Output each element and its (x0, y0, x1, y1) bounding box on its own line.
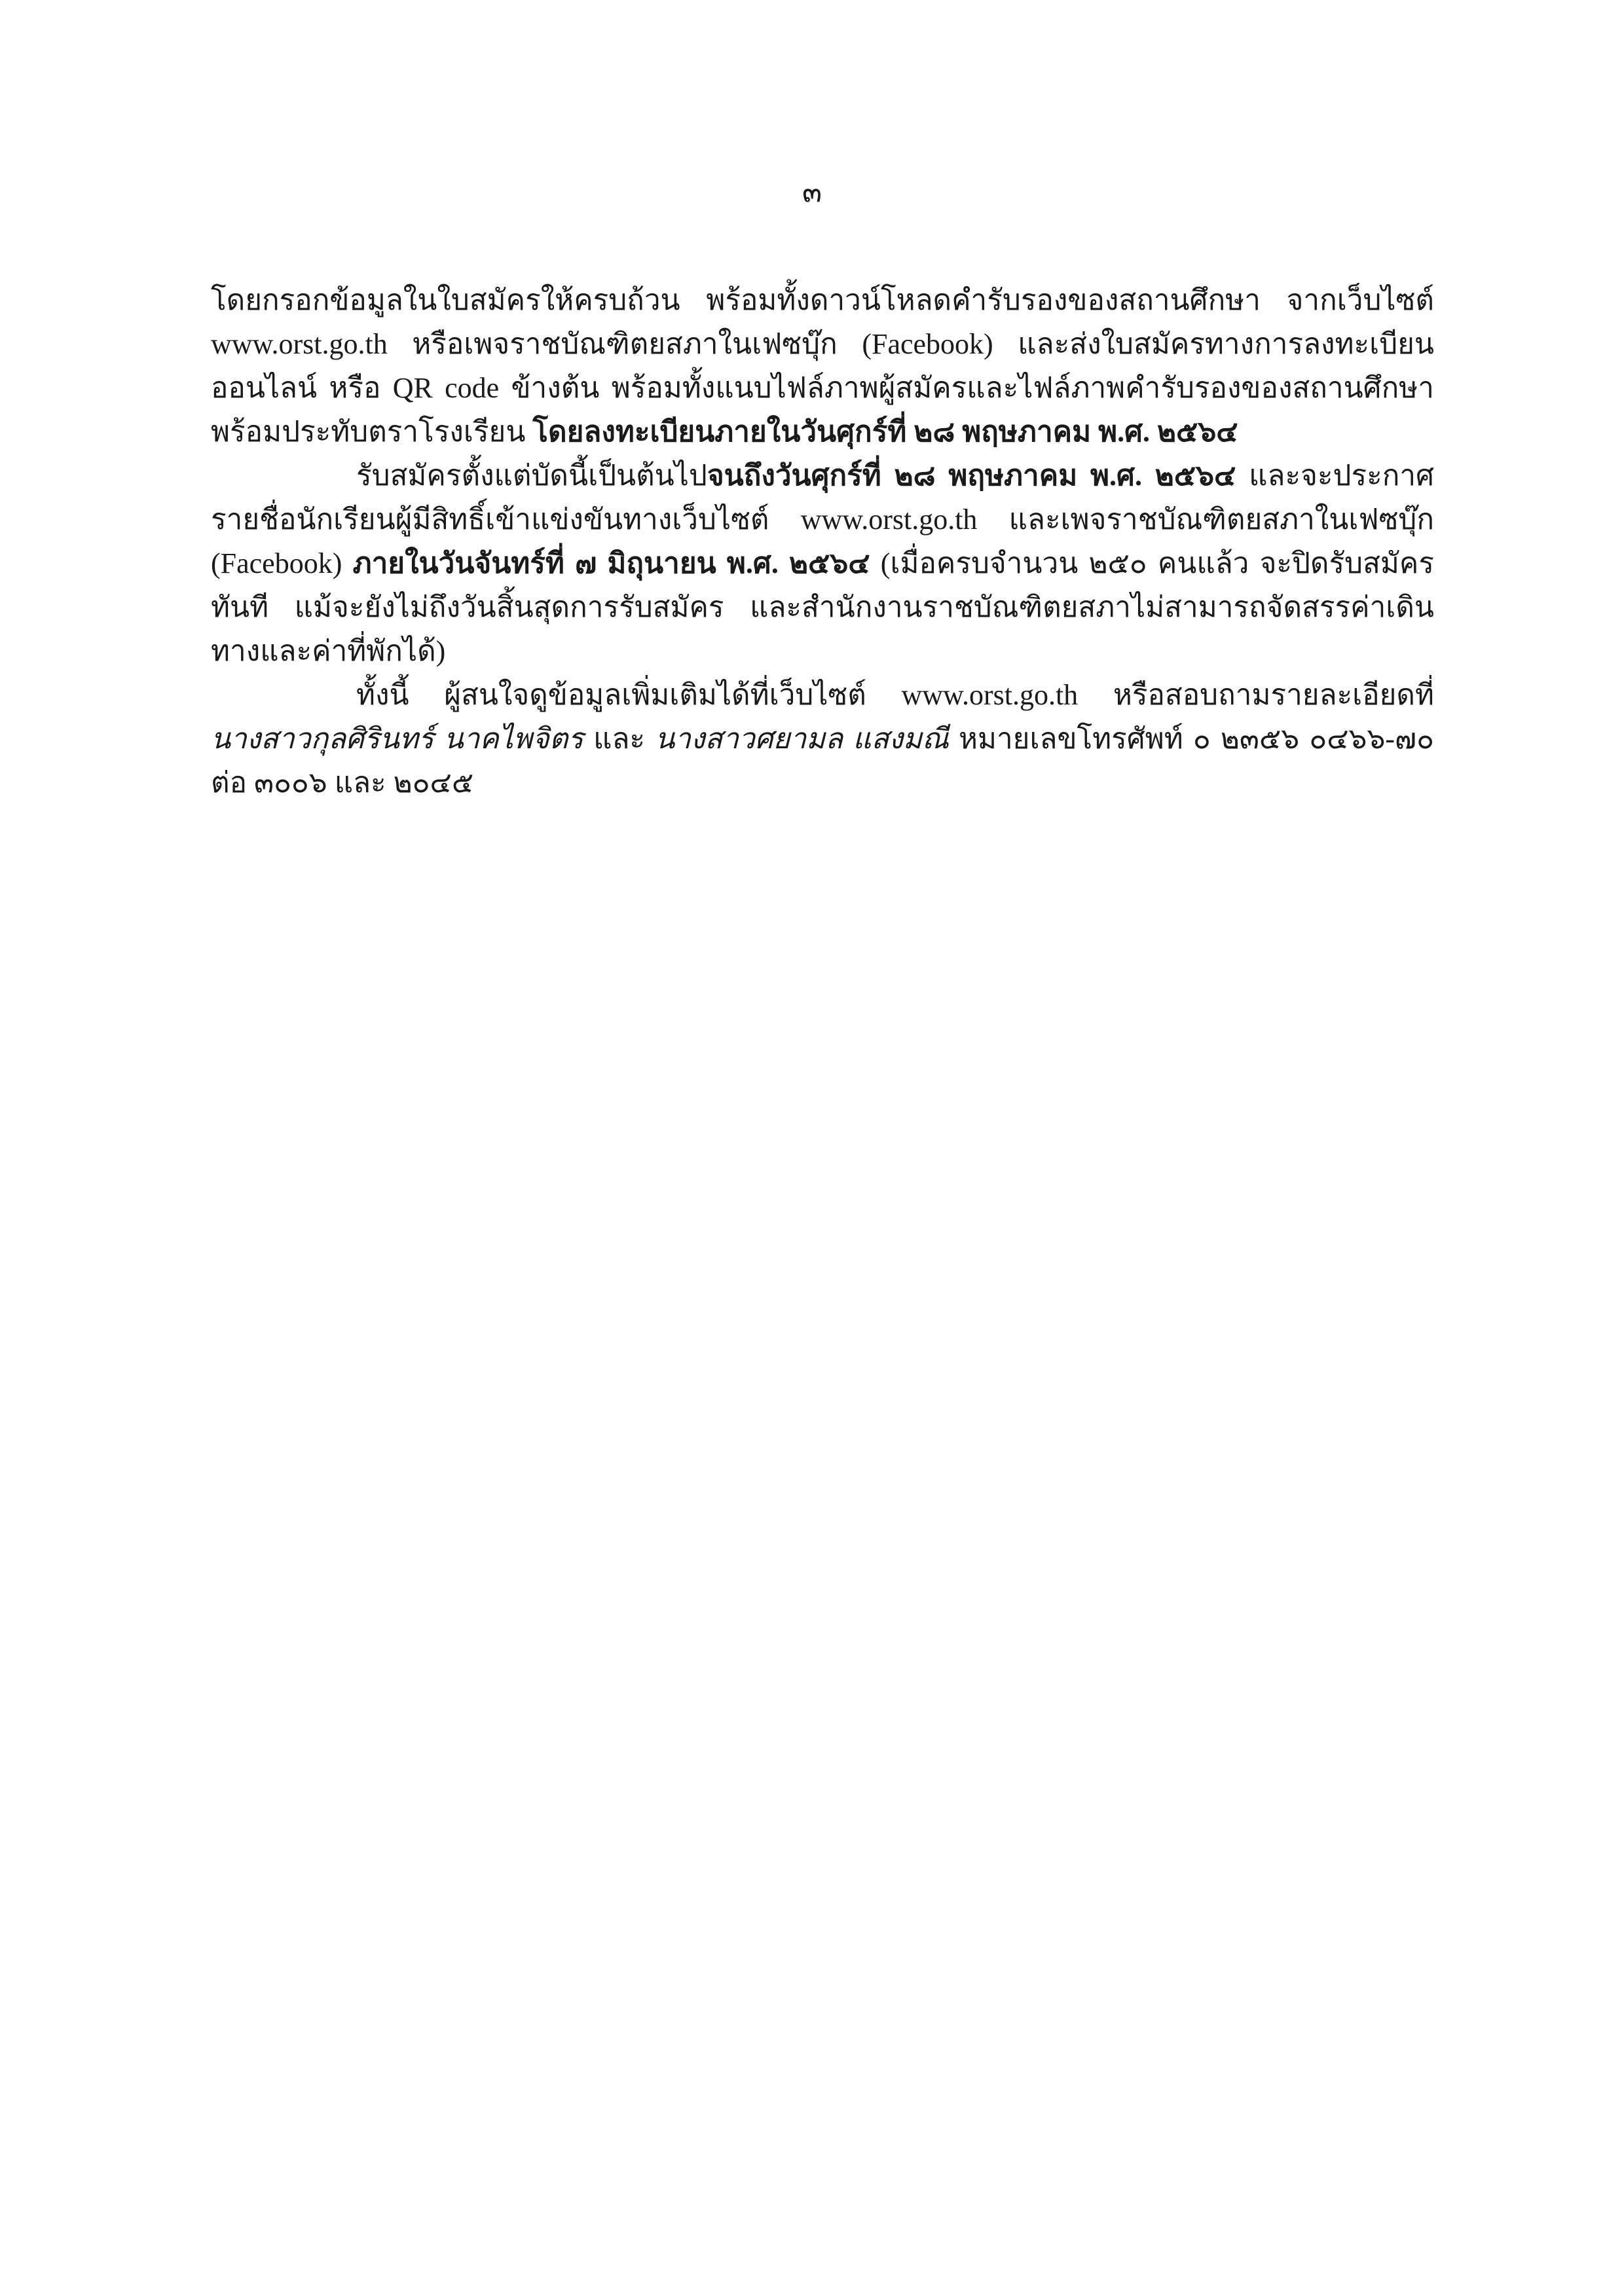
registration-deadline: โดยลงทะเบียนภายในวันศุกร์ที่ ๒๘ พฤษภาคม พ.ศ. ๒๕๖๔ (532, 416, 1238, 448)
text-segment: และ (583, 723, 655, 755)
contact-person-1: นางสาวกุลศิรินทร์ นาคไพจิตร (211, 723, 583, 755)
text-segment: (เมื่อครบจำนวน ๒๕๐ คนแล้ว จะปิดรับสมัครทันที แม้จะยังไม่ถึงวันสิ้นสุดการรับสมัคร และสำนักงานราชบัณฑิตยสภาไม่สามารถจัดสรรค่าเดินทางและค่าที่พักได้) (211, 547, 1434, 667)
contact-person-2: นางสาวศยามล แสงมณี (655, 723, 949, 755)
text-segment: โดยกรอกข้อมูลในใบสมัครให้ครบถ้วน พร้อมทั้งดาวน์โหลดคำรับรองของสถานศึกษา จากเว็บไซต์ www.orst.go.th หรือเพจราชบัณฑิตยสภาในเฟซบุ๊ก (Facebook) และส่งใบสมัครทางการลงทะเบียนออนไลน์ หรือ QR code ข้างต้น พร้อมทั้งแนบไฟล์ภาพผู้สมัครและไฟล์ภาพคำรับรองของสถานศึกษาพร้อมประทับตราโรงเรียน (211, 284, 1434, 448)
paragraph-announcement (211, 454, 1434, 673)
application-deadline: จนถึงวันศุกร์ที่ ๒๘ พฤษภาคม พ.ศ. ๒๕๖๔ (707, 460, 1236, 492)
announcement-date: ภายในวันจันทร์ที่ ๗ มิถุนายน พ.ศ. ๒๕๖๔ (352, 547, 870, 579)
page-number: ๓ (802, 176, 822, 208)
document-body (211, 278, 1434, 805)
paragraph-contact (211, 673, 1434, 805)
text-segment: และจะประกาศรายชื่อนักเรียนผู้มีสิทธิ์เข้าแข่งขันทางเว็บไซต์ www.orst.go.th และเพจราชบัณฑิตยสภาในเฟซบุ๊ก (Facebook) (211, 460, 1434, 579)
text-segment: ทั้งนี้ ผู้สนใจดูข้อมูลเพิ่มเติมได้ที่เว็บไซต์ www.orst.go.th หรือสอบถามรายละเอียดที่ (356, 679, 1434, 711)
text-segment: รับสมัครตั้งแต่บัดนี้เป็นต้นไป (356, 460, 707, 492)
paragraph-registration (211, 278, 1434, 454)
contact-phone: หมายเลขโทรศัพท์ ๐ ๒๓๕๖ ๐๔๖๖-๗๐ ต่อ ๓๐๐๖ และ ๒๐๔๕ (211, 723, 1434, 799)
